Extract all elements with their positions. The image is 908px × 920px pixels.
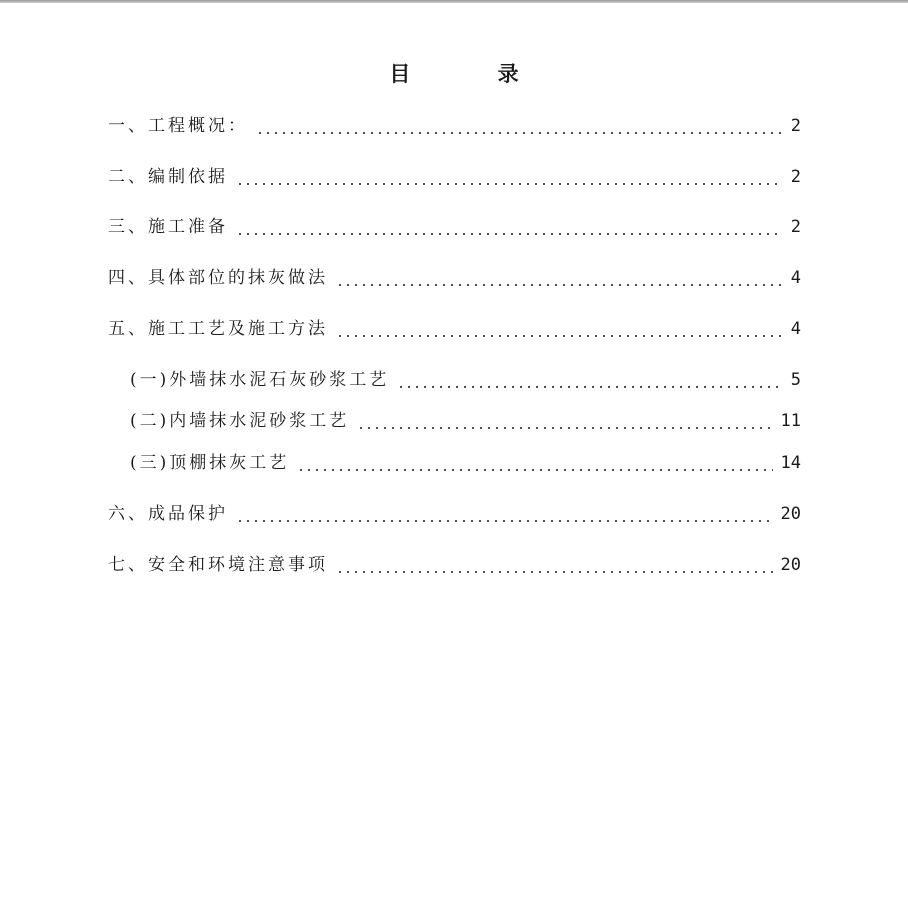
toc-entry-construction-process[interactable] [108,317,801,341]
toc-entry-page: 2 [790,167,801,187]
dot-leader [336,553,773,577]
toc-subentry-interior-wall[interactable] [130,409,801,433]
toc-entry-label: (一)外墙抹水泥石灰砂浆工艺 [130,370,390,390]
toc-title: 目 录 [389,62,559,86]
dot-leader [236,215,783,239]
toc-subentry-exterior-wall[interactable] [130,368,801,392]
toc-entry-label: 五、施工工艺及施工方法 [108,319,328,339]
dot-leader [297,451,772,475]
toc-entry-overview[interactable] [108,114,801,138]
toc-entry-plastering-methods[interactable] [108,266,801,290]
dot-leader [236,165,783,189]
toc-entry-label: 六、成品保护 [108,504,228,524]
toc-entry-preparation[interactable] [108,215,801,239]
dot-leader [256,114,783,138]
toc-entry-label: 四、具体部位的抹灰做法 [108,268,328,288]
toc-entry-page: 20 [780,555,801,575]
toc-entry-label: (二)内墙抹水泥砂浆工艺 [130,411,350,431]
dot-leader [336,317,783,341]
toc-entry-label: 二、编制依据 [108,167,228,187]
page-top-border [0,0,908,3]
toc-entry-label: 七、安全和环境注意事项 [108,555,328,575]
toc-entry-label: 一、工程概况： [108,116,248,136]
toc-entry-page: 11 [780,411,801,431]
toc-entry-product-protection[interactable] [108,502,801,526]
dot-leader [397,368,782,392]
toc-entry-page: 14 [780,453,801,473]
toc-subentry-ceiling[interactable] [130,451,801,475]
dot-leader [236,502,773,526]
toc-entry-safety-environment[interactable] [108,553,801,577]
toc-entry-page: 2 [790,217,801,237]
toc-entry-page: 2 [790,116,801,136]
toc-entry-label: 三、施工准备 [108,217,228,237]
toc-entry-page: 4 [790,268,801,288]
toc-entry-label: (三)顶棚抹灰工艺 [130,453,290,473]
toc-entry-page: 4 [790,319,801,339]
toc-entry-page: 20 [780,504,801,524]
dot-leader [357,409,772,433]
toc-entry-basis[interactable] [108,165,801,189]
toc-entry-page: 5 [790,370,801,390]
dot-leader [336,266,783,290]
